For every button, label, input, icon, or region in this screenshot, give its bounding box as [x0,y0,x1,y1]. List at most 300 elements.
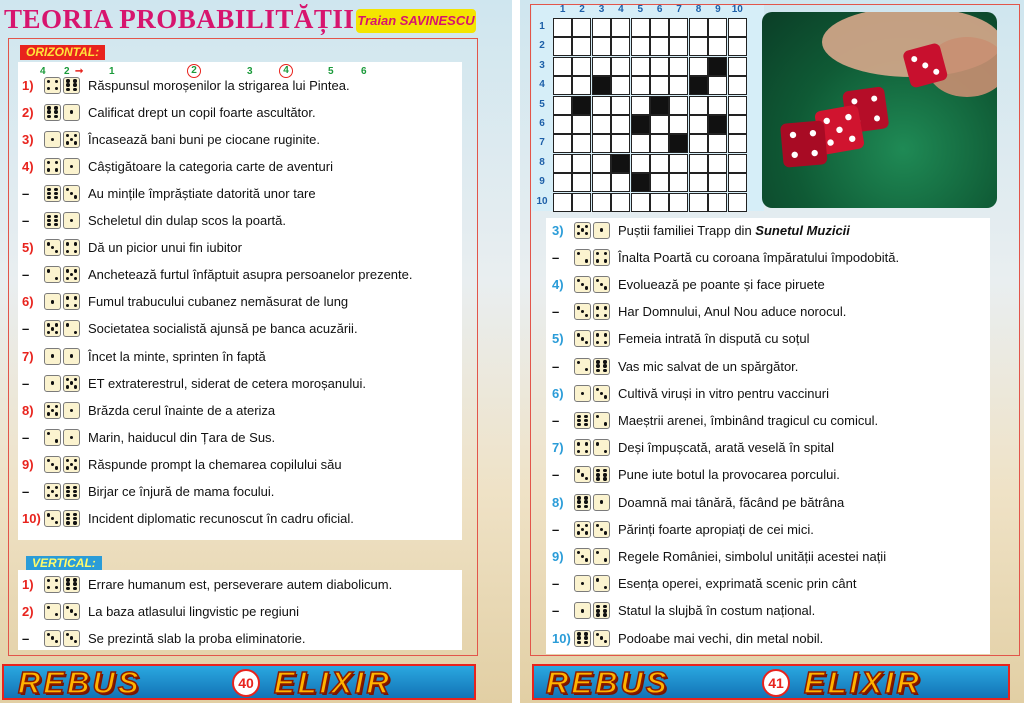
die-4-icon [63,293,80,310]
clue-row [552,327,810,351]
clue-text-main: Puștii familiei Trapp din [618,222,756,238]
example-number: 6 [361,66,367,77]
die-4-icon [63,239,80,256]
die-1-icon [63,402,80,419]
clue-number: – [552,249,560,265]
die-6-icon [574,412,591,429]
clue-text [618,549,886,564]
die-1-icon [593,222,610,239]
clue-text-main: ET extraterestrul, siderat de cetera moroșanului. [88,375,366,391]
grid-cell[interactable] [708,173,727,192]
grid-cell[interactable] [669,37,688,56]
grid-cell[interactable] [631,173,650,192]
dice-pair [574,221,612,238]
die-6-icon [44,104,61,121]
grid-cell[interactable] [553,134,572,153]
die-1-icon [63,158,80,175]
clue-number: 5) [552,331,564,347]
clue-text-main: Statul la slujbă în costum național. [618,603,816,619]
clue-text [88,213,286,228]
grid-cell[interactable] [689,37,708,56]
clue-number: – [552,358,560,374]
grid-cell[interactable] [592,96,611,115]
die-6-icon [574,494,591,511]
clue-text-main: Înalta Poartă cu coroana împăratului împodobită. [618,249,900,265]
grid-cell[interactable] [708,115,727,134]
column-number: 6 [656,4,663,15]
die-3-icon [574,303,591,320]
row-number: 2 [539,40,545,52]
grid-cell[interactable] [650,18,669,37]
die-3-icon [44,510,61,527]
clue-row [22,599,299,623]
footer-banner-right [532,664,1010,700]
die-4-icon [574,439,591,456]
dice-pair [44,293,82,310]
grid-cell[interactable] [650,76,669,95]
grid-cell[interactable] [611,37,630,56]
column-number: 10 [731,4,743,15]
example-number: 4 [40,66,46,77]
clue-text [618,386,829,401]
grid-cell[interactable] [708,57,727,76]
clue-number: – [22,185,30,201]
grid-cell[interactable] [708,18,727,37]
clue-text-main: Răspunsul moroșenilor la strigarea lui Pintea. [88,77,350,93]
clue-text-main: Har Domnului, Anul Nou aduce norocul. [618,304,847,320]
clue-row [22,317,358,341]
dice-photo [762,12,997,208]
grid-cell[interactable] [611,96,630,115]
clue-number: – [22,429,30,445]
row-number: 5 [539,98,545,110]
grid-cell[interactable] [708,193,727,212]
grid-cell[interactable] [650,57,669,76]
clue-row [552,599,815,623]
row-number: 9 [539,176,545,188]
clue-row [22,480,274,504]
clue-text [88,132,320,147]
clue-number: – [552,304,560,320]
grid-cell[interactable] [631,193,650,212]
die-2-icon [44,603,61,620]
clue-text [88,631,306,646]
grid-cell[interactable] [728,154,747,173]
row-number: 3 [539,59,545,71]
dice-pair [44,239,82,256]
grid-cell[interactable] [689,115,708,134]
dice-pair [574,602,612,619]
dice-pair [44,212,82,229]
dice-pair [574,493,612,510]
clue-text [88,430,275,445]
grid-cell[interactable] [631,96,650,115]
clue-text-main: Încet la minte, sprinten în faptă [88,348,266,364]
grid-cell[interactable] [669,115,688,134]
grid-cell[interactable] [592,57,611,76]
die-1-icon [593,494,610,511]
die-1-icon [63,104,80,121]
clue-row [22,572,392,596]
grid-cell[interactable] [572,134,591,153]
clue-text-main: Se prezintă slab la proba eliminatorie. [88,630,306,646]
grid-cell[interactable] [708,96,727,115]
dice-pair [574,330,612,347]
clue-row [22,344,266,368]
die-2-icon [574,249,591,266]
clue-text-main: Anchetează furtul înfăptuit asupra persoanelor prezente. [88,267,413,283]
grid-cell[interactable] [592,115,611,134]
clue-row [22,181,316,205]
clue-row [552,381,829,405]
grid-cell[interactable] [572,57,591,76]
grid-cell[interactable] [669,57,688,76]
grid-cell[interactable] [592,154,611,173]
grid-cell[interactable] [650,154,669,173]
grid-cell[interactable] [572,37,591,56]
grid-cell[interactable] [650,134,669,153]
clue-number: – [552,412,560,428]
column-number: 5 [637,4,644,15]
dice-pair [574,629,612,646]
die-2-icon [593,439,610,456]
grid-cell[interactable] [708,154,727,173]
grid-cell[interactable] [611,18,630,37]
die-5-icon [44,483,61,500]
die-5-icon [63,375,80,392]
grid-cell[interactable] [728,173,747,192]
die-1-icon [44,375,61,392]
grid-cell[interactable] [631,76,650,95]
grid-cell[interactable] [728,96,747,115]
clue-text-main: Societatea socialistă ajunsă pe banca acuzării. [88,321,358,337]
clue-number: – [552,467,560,483]
grid-cell[interactable] [669,96,688,115]
clue-text [88,78,350,93]
clue-text [618,467,840,482]
grid-cell[interactable] [669,76,688,95]
grid-cell[interactable] [592,37,611,56]
die-6-icon [574,630,591,647]
grid-cell[interactable] [689,193,708,212]
die-1-icon [63,429,80,446]
grid-cell[interactable] [650,193,669,212]
clue-text [618,440,834,455]
grid-cell[interactable] [689,18,708,37]
die-3-icon [574,276,591,293]
clue-number: 5) [22,240,34,256]
clue-text [618,331,810,346]
column-number: 2 [579,4,585,15]
clue-text [88,159,333,174]
row-number: 7 [539,137,545,149]
grid-cell[interactable] [689,57,708,76]
grid-cell[interactable] [650,96,669,115]
die-3-icon [593,630,610,647]
orizontal-label: ORIZONTAL: [20,45,105,60]
clue-text-main: Incident diplomatic recunoscut în cadru oficial. [88,511,354,527]
grid-cell[interactable] [728,134,747,153]
clue-row [22,290,348,314]
grid-cell[interactable] [669,154,688,173]
grid-cell[interactable] [611,154,630,173]
clue-number: 1) [22,77,34,93]
die-5-icon [574,222,591,239]
die-3-icon [44,456,61,473]
dice-pair [574,548,612,565]
grid-cell[interactable] [631,37,650,56]
page-number: 40 [232,669,260,697]
grid-cell[interactable] [592,76,611,95]
clue-text-main: Părinți foarte apropiați de cei mici. [618,521,814,537]
footer-rebus: REBUS [18,665,142,700]
dice-pair [44,185,82,202]
grid-cell[interactable] [553,193,572,212]
dice-pair [44,266,82,283]
clue-row [552,572,856,596]
clue-row [22,263,413,287]
grid-cell[interactable] [553,96,572,115]
die-1-icon [63,212,80,229]
grid-cell[interactable] [611,76,630,95]
clue-text-main: Podoabe mai vechi, din metal nobil. [618,630,824,646]
die-6-icon [63,77,80,94]
grid-cell[interactable] [650,115,669,134]
die-5-icon [63,131,80,148]
clue-number: 10) [552,630,571,646]
grid-cell[interactable] [728,37,747,56]
clue-number: 7) [552,440,564,456]
clue-text-main: Regele României, simbolul unității acestei nații [618,548,887,564]
grid-cell[interactable] [611,134,630,153]
clue-text [618,359,798,374]
die-6-icon [63,510,80,527]
dice-pair [44,104,82,121]
grid-cell[interactable] [592,173,611,192]
grid-cell[interactable] [669,134,688,153]
die-2-icon [593,412,610,429]
grid-cell[interactable] [553,154,572,173]
grid-cell[interactable] [553,115,572,134]
clue-text-main: Vas mic salvat de un spărgător. [618,358,799,374]
clue-number: 3) [22,131,34,147]
grid-cell[interactable] [592,134,611,153]
die-2-icon [44,266,61,283]
clue-row [22,452,342,476]
grid-cell[interactable] [572,18,591,37]
clue-text [618,576,856,591]
clue-text-main: Au mințile împrăștiate datorită unor tare [88,185,316,201]
clue-text [88,349,266,364]
grid-cell[interactable] [553,57,572,76]
clue-text [88,267,413,282]
grid-cell[interactable] [572,193,591,212]
clue-row [22,626,306,650]
clue-text-main: Răspunde prompt la chemarea copilului său [88,456,342,472]
clue-row [22,73,350,97]
grid-cell[interactable] [572,154,591,173]
clue-number: 9) [552,548,564,564]
clue-text-main: Pune iute botul la provocarea porcului. [618,467,840,483]
clue-text-main: Dă un picior unui fin iubitor [88,240,242,256]
grid-cell[interactable] [708,134,727,153]
clue-row [552,463,840,487]
grid-cell[interactable] [631,18,650,37]
grid-cell[interactable] [689,76,708,95]
dice-illustration [762,12,997,208]
clue-text [88,294,348,309]
grid-cell[interactable] [631,57,650,76]
example-number: 4 [279,64,293,78]
grid-cell[interactable] [708,76,727,95]
grid-cell[interactable] [689,134,708,153]
clue-row [552,300,846,324]
die-4-icon [44,576,61,593]
grid-cell[interactable] [592,193,611,212]
grid-cell[interactable] [553,76,572,95]
clue-text [88,186,316,201]
die-1-icon [44,131,61,148]
clue-number: – [22,267,30,283]
column-number: 9 [715,4,721,15]
die-4-icon [593,330,610,347]
clue-text-main: Scheletul din dulap scos la poartă. [88,213,287,228]
clue-row [22,100,316,124]
dice-pair [44,575,82,592]
clue-row [552,626,823,650]
grid-cell[interactable] [728,193,747,212]
grid-cell[interactable] [669,193,688,212]
grid-cell[interactable] [689,154,708,173]
clue-text [618,277,825,292]
die-3-icon [44,239,61,256]
dice-pair [574,249,612,266]
die-6-icon [593,602,610,619]
clue-row [22,507,354,531]
dice-pair [44,483,82,500]
die-4-icon [44,77,61,94]
die-3-icon [63,603,80,620]
grid-cell[interactable] [631,134,650,153]
clue-number: 10) [22,511,41,527]
clue-text-main: Maeștrii arenei, îmbinând tragicul cu comicul. [618,412,879,428]
clue-number: – [552,521,560,537]
grid-cell[interactable] [728,115,747,134]
clue-text [88,403,275,418]
footer-elixir: ELIXIR [274,665,392,700]
grid-cell[interactable] [611,57,630,76]
grid-cell[interactable] [728,18,747,37]
clue-text [618,223,850,238]
grid-cell[interactable] [669,18,688,37]
column-number: 7 [676,4,682,15]
clue-row [22,398,275,422]
grid-cell[interactable] [631,115,650,134]
clue-text-main: Încasează bani buni pe ciocane ruginite. [88,131,320,147]
clue-row [22,154,333,178]
dice-pair [574,357,612,374]
grid-cell[interactable] [611,115,630,134]
clue-row [552,436,834,460]
clue-text [618,522,814,537]
dice-pair [574,466,612,483]
dice-pair [44,320,82,337]
die-6-icon [63,483,80,500]
grid-cell[interactable] [572,173,591,192]
grid-cell[interactable] [611,173,630,192]
grid-cell[interactable] [728,76,747,95]
grid-cell[interactable] [728,57,747,76]
clue-text-main: Femeia intrată în dispută cu soțul [618,331,810,347]
dice-pair [574,412,612,429]
grid-cell[interactable] [553,173,572,192]
die-4-icon [44,158,61,175]
clue-text-main: Deși împușcată, arată veselă în spital [618,440,835,456]
dice-pair [574,439,612,456]
grid-cell[interactable] [592,18,611,37]
column-number: 3 [598,4,605,15]
die-3-icon [593,521,610,538]
clue-text [618,631,823,646]
clue-text-main: La baza atlasului lingvistic pe regiuni [88,603,300,619]
grid-cell[interactable] [553,18,572,37]
grid-cell[interactable] [572,76,591,95]
clue-row [22,209,286,233]
clue-number: 2) [22,104,34,120]
clue-row [552,354,798,378]
die-2-icon [44,429,61,446]
grid-cell[interactable] [611,193,630,212]
clue-row [22,236,242,260]
die-2-icon [574,358,591,375]
clue-number: 3) [552,222,564,238]
grid-cell[interactable] [669,173,688,192]
clue-number: – [22,375,30,391]
grid-cell[interactable] [572,96,591,115]
clue-number: 2) [22,603,34,619]
row-number: 10 [536,195,548,207]
clue-number: 8) [22,402,34,418]
grid-cell[interactable] [689,173,708,192]
clue-number: 9) [22,456,34,472]
clue-text [88,577,392,592]
row-number: 1 [539,21,545,32]
clue-text-main: Calificat drept un copil foarte ascultător. [88,104,316,120]
clue-text-main: Esența operei, exprimată scenic prin cânt [618,576,857,592]
clue-number: 4) [22,158,34,174]
dice-pair [44,76,82,93]
grid-cell[interactable] [650,173,669,192]
column-number: 8 [695,4,702,15]
grid-cell[interactable] [631,154,650,173]
dice-pair [574,521,612,538]
grid-cell[interactable] [650,37,669,56]
clue-text-main: Errare humanum est, perseverare autem diabolicum. [88,576,393,592]
grid-cell[interactable] [689,96,708,115]
example-number: 3 [247,66,253,77]
column-number: 4 [618,4,624,15]
grid-cell[interactable] [572,115,591,134]
clue-number: – [22,213,30,228]
clue-text [88,321,358,336]
clue-number: – [22,321,30,337]
die-5-icon [44,402,61,419]
die-5-icon [574,521,591,538]
dice-pair [574,575,612,592]
grid-cell[interactable] [553,37,572,56]
clue-text [88,240,242,255]
grid-cell[interactable] [708,37,727,56]
